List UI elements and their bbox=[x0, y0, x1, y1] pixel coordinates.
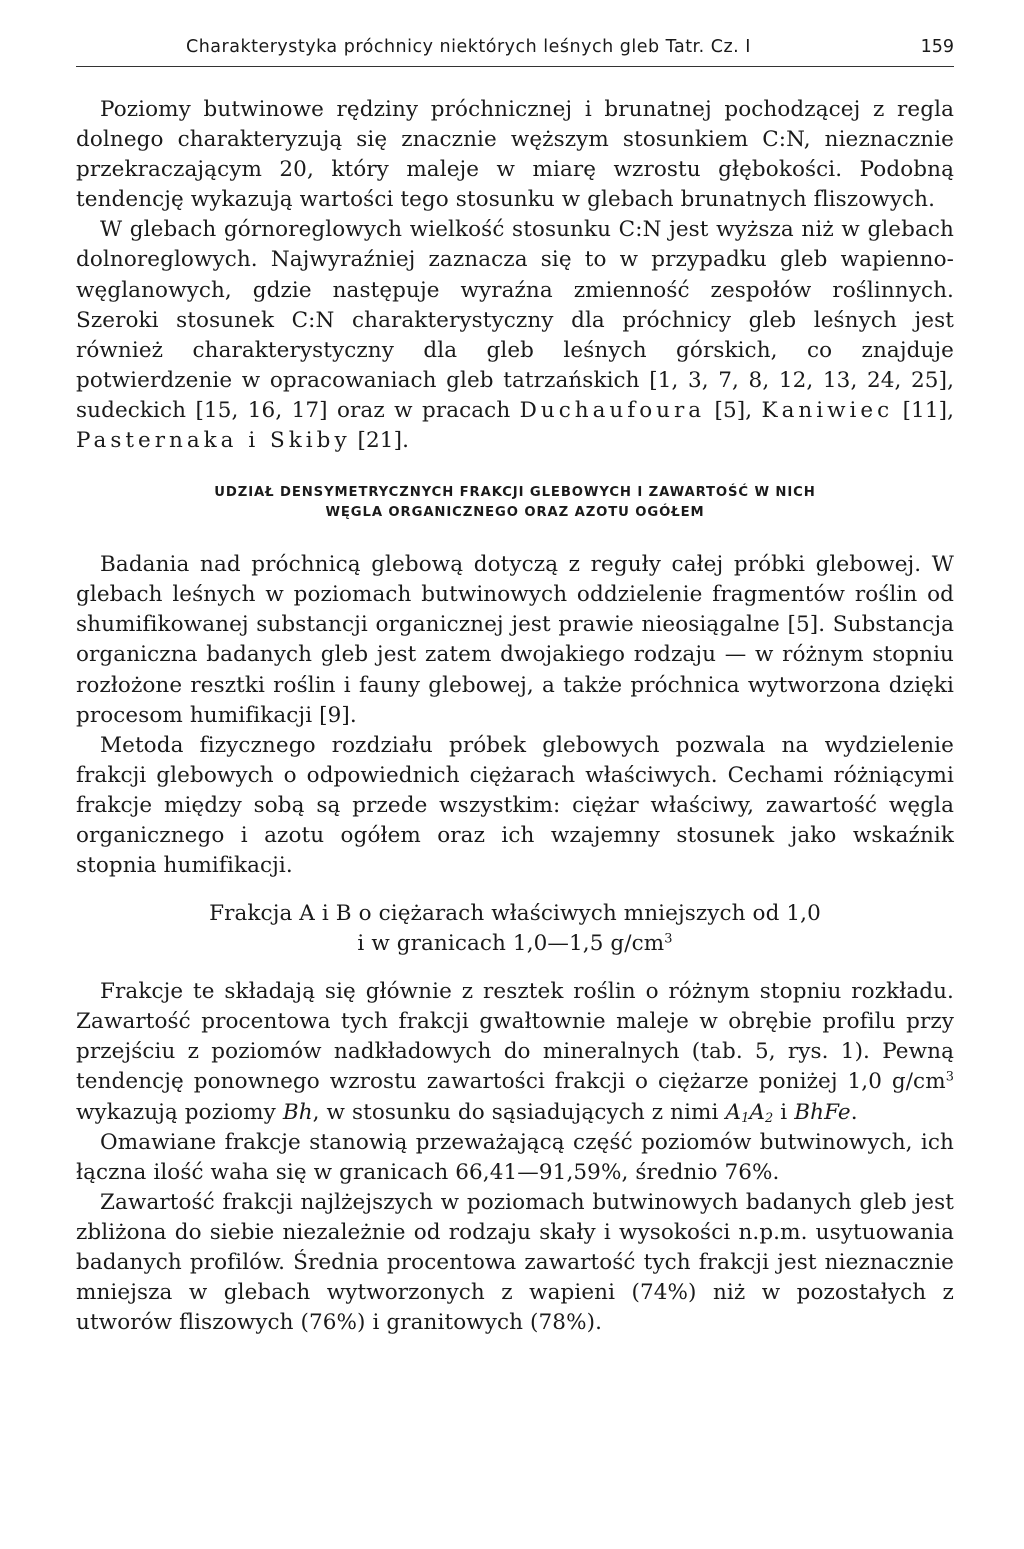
horizon-label: Bh bbox=[282, 1099, 313, 1125]
paragraph-7: Zawartość frakcji najlżejszych w poziomach butwinowych badanych gleb jest zbliżona do siebie niezależnie od rodzaju skały i wysokości n.p.m. usytuowania badanych profilów. Średnia procentowa zawartość tych frakcji jest nieznacznie mniejsza w glebach wytworzonych z wapieni (74%) niż w pozostałych z utworów fliszowych (76%) i granitowych (78%). bbox=[76, 1189, 954, 1336]
subsection-heading bbox=[76, 899, 954, 959]
horizon-label: BhFe bbox=[794, 1099, 851, 1125]
reference: [21]. bbox=[357, 428, 409, 454]
author-citation: Pasternaka i Skiby bbox=[76, 428, 351, 454]
paragraph-6: Omawiane frakcje stanowią przeważającą część poziomów butwinowych, ich łączna ilość waha się w granicach 66,41—91,59%, średnio 76%. bbox=[76, 1129, 954, 1185]
header-rule bbox=[76, 66, 954, 67]
paragraph-4: Metoda fizycznego rozdziału próbek glebowych pozwala na wydzielenie frakcji glebowych o odpowiednich ciężarach właściwych. Cechami różniącymi frakcje między sobą są przede wszystkim: ciężar właściwy, zawartość węgla organicznego i azotu ogółem oraz ich wzajemny stosunek jako wskaźnik stopnia humifikacji. bbox=[76, 732, 954, 879]
section-heading bbox=[76, 483, 954, 523]
horizon-label: $A_1A_2$ bbox=[725, 1099, 774, 1126]
paragraph-5: Frakcje te składają się głównie z resztek roślin o różnym stopniu rozkładu. Zawartość procentowa tych frakcji gwałtownie maleje w obrębie profilu przy przejściu z poziomów nadkładowych do mineralnych (tab. 5, rys. 1). Pewną tendencję ponownego wzrostu zawartości frakcji o ciężarze poniżej 1,0 $g/cm^3$ wykazują poziomy Bh, w stosunku do sąsiadujących z nimi $A_1A_2$ i BhFe. bbox=[76, 979, 954, 1126]
section-heading-line-2: WĘGLA ORGANICZNEGO ORAZ AZOTU OGÓŁEM bbox=[325, 505, 705, 521]
paragraph-3: Badania nad próchnicą glebową dotyczą z reguły całej próbki glebowej. W glebach leśnych w poziomach butwinowych oddzielenie fragmentów roślin od shumifikowanej substancji organicznej jest prawie nieosiągalne [5]. Substancja organiczna badanych gleb jest zatem dwojakiego rodzaju — w różnym stopniu rozłożone resztki roślin i fauny glebowej, a także próchnica wytworzona dzięki procesom humifikacji [9]. bbox=[76, 552, 954, 728]
section-heading-line-1: UDZIAŁ DENSYMETRYCZNYCH FRAKCJI GLEBOWYCH I ZAWARTOŚĆ W NICH bbox=[214, 485, 816, 501]
subsection-heading-line-1: Frakcja A i B o ciężarach właściwych mniejszych od 1,0 bbox=[209, 901, 821, 927]
author-citation: Kaniwiec bbox=[761, 397, 894, 423]
paragraph-1: Poziomy butwinowe rędziny próchnicznej i brunatnej pochodzącej z regla dolnego charakteryzują się znacznie węższym stosunkiem C:N, nieznacznie przekraczającym 20, który maleje w miarę wzrostu głębokości. Podobną tendencję wykazują wartości tego stosunku w glebach brunatnych fliszowych. bbox=[76, 97, 954, 213]
paragraph-2-text: W glebach górnoreglowych wielkość stosunku C:N jest wyższa niż w glebach dolnoreglowych. Najwyraźniej zaznacza się to w przypadku gleb wapienno-węglanowych, gdzie następuje wyraźna zmienność zespołów roślinnych. Szeroki stosunek C:N charakterystyczny dla próchnicy gleb leśnych jest również charakterystyczny dla gleb leśnych górskich, co znajduje potwierdzenie w opracowaniach gleb tatrzańskich [1, 3, 7, 8, 12, 13, 24, 25], sudeckich [15, 16, 17] oraz w pracach bbox=[76, 217, 954, 423]
running-header bbox=[186, 33, 954, 61]
subsection-heading-line-2: i w granicach 1,0—1,5 $g/cm^3$ bbox=[357, 931, 673, 957]
paragraph-2 bbox=[76, 215, 954, 456]
author-citation: Duchaufoura bbox=[519, 397, 706, 423]
reference: [5], bbox=[714, 397, 753, 423]
running-title: Charakterystyka próchnicy niektórych leśnych gleb Tatr. Cz. I bbox=[186, 37, 751, 57]
reference: [11], bbox=[902, 397, 955, 423]
page-number: 159 bbox=[920, 37, 954, 57]
body-text bbox=[76, 95, 954, 1338]
